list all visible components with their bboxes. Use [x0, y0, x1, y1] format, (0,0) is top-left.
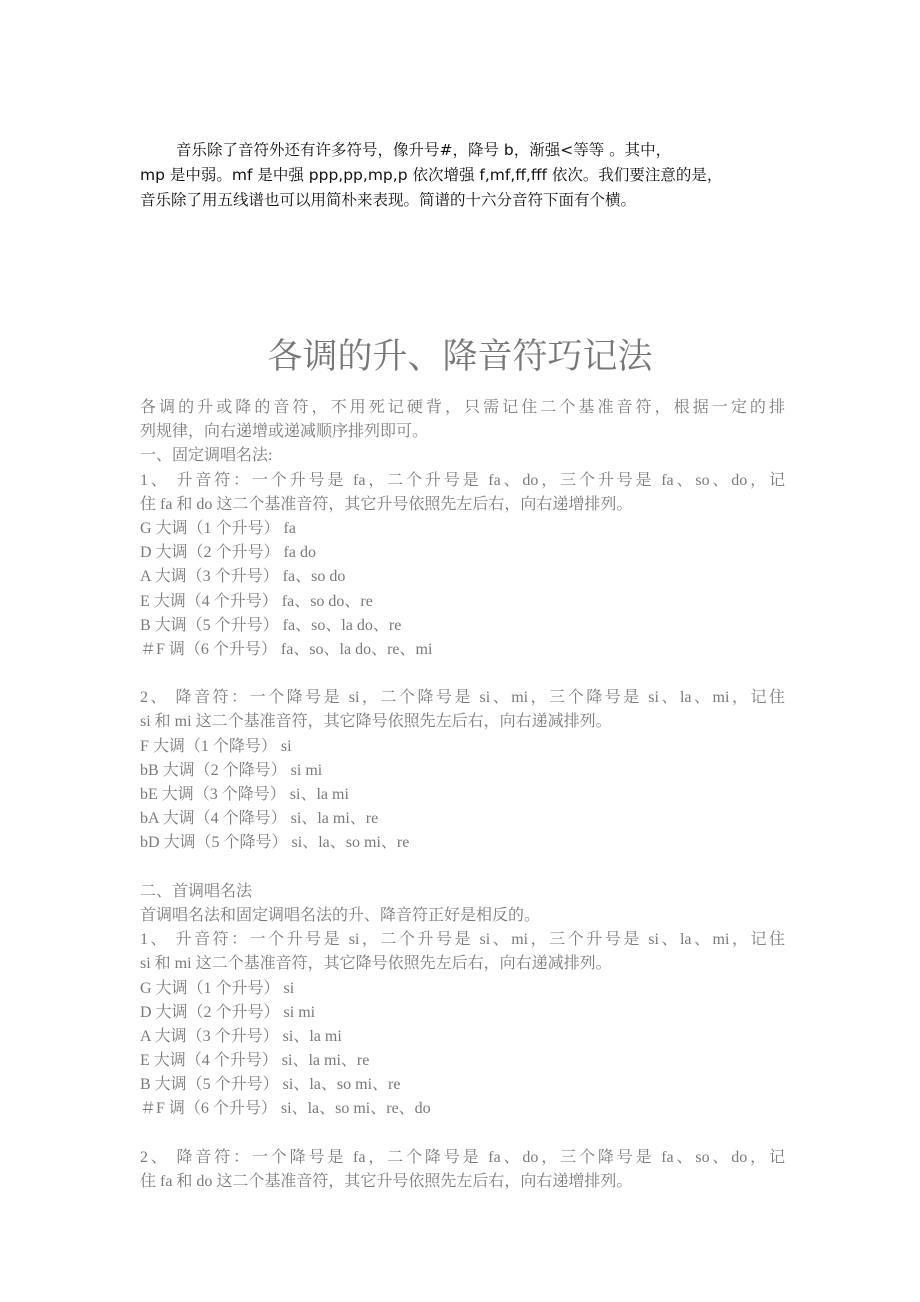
key-line: A 大调（3 个升号） fa、so do: [140, 568, 346, 586]
key-line: D 大调（2 个升号） si mi: [140, 1003, 316, 1021]
key-line: bD 大调（5 个降号） si、la、so mi、re: [140, 834, 410, 852]
key-line: ＃F 调（6 个升号） si、la、so mi、re、do: [140, 1100, 431, 1118]
rule-line: 1、 升音符：一个升号是 si，二个升号是 si、mi，三个升号是 si、la、mi，记住: [140, 931, 785, 949]
rule-line: 1、 升音符：一个升号是 fa，二个升号是 fa、do，三个升号是 fa、so、do，记: [140, 471, 785, 489]
body-intro-line: 各调的升或降的音符，不用死记硬背，只需记住二个基准音符，根据一定的排: [140, 399, 785, 416]
key-line: B 大调（5 个升号） si、la、so mi、re: [140, 1076, 401, 1094]
rule-line: 住 fa 和 do 这二个基准音符，其它升号依照先左后右，向右递增排列。: [140, 1173, 633, 1190]
rule-line: 2、 降音符：一个降号是 fa，二个降号是 fa、do，三个降号是 fa、so、do，记: [140, 1148, 785, 1166]
rule-line: 2、 降音符：一个降号是 si，二个降号是 si、mi，三个降号是 si、la、mi，记住: [140, 689, 785, 707]
key-line: D 大调（2 个升号） fa do: [140, 544, 316, 562]
key-line: G 大调（1 个升号） fa: [140, 519, 296, 537]
rule-line: si 和 mi 这二个基准音符，其它降号依照先左后右，向右递减排列。: [140, 713, 612, 731]
key-line: G 大调（1 个升号） si: [140, 979, 295, 997]
page-title: 各调的升、降音符巧记法: [267, 337, 653, 377]
blank-line: [140, 662, 785, 686]
section-heading: 二、首调唱名法: [140, 882, 253, 900]
intro-line: 音乐除了音符外还有许多符号，像升号#，降号 b，渐强<等等 。其中，: [176, 141, 672, 159]
rule-line: 住 fa 和 do 这二个基准音符，其它升号依照先左后右，向右递增排列。: [140, 495, 633, 513]
rule-line: si 和 mi 这二个基准音符，其它降号依照先左后右，向右递减排列。: [140, 955, 612, 973]
key-line: B 大调（5 个升号） fa、so、la do、re: [140, 616, 402, 634]
intro-paragraph: [140, 138, 785, 213]
intro-line: mp 是中弱。mf 是中强 ppp,pp,mp,p 依次增强 f,mf,ff,fff 依次。我们要注意的是，: [140, 166, 723, 184]
article-body: [140, 396, 785, 1194]
intro-line: 音乐除了用五线谱也可以用简朴来表现。简谱的十六分音符下面有个横。: [140, 191, 637, 209]
key-line: bE 大调（3 个降号） si、la mi: [140, 786, 349, 803]
key-line: A 大调（3 个升号） si、la mi: [140, 1027, 342, 1045]
body-intro-line: 列规律，向右递增或递减顺序排列即可。: [140, 423, 429, 441]
key-line: bB 大调（2 个降号） si mi: [140, 761, 323, 779]
key-line: F 大调（1 个降号） si: [140, 737, 292, 755]
key-line: E 大调（4 个升号） fa、so do、re: [140, 592, 373, 610]
key-line: bA 大调（4 个降号） si、la mi、re: [140, 810, 379, 828]
blank-line: [140, 1122, 785, 1146]
blank-line: [140, 856, 785, 880]
section-note: 首调唱名法和固定调唱名法的升、降音符正好是相反的。: [140, 906, 541, 924]
section-heading: 一、固定调唱名法:: [140, 447, 273, 465]
key-line: E 大调（4 个升号） si、la mi、re: [140, 1052, 370, 1070]
key-line: ＃F 调（6 个升号） fa、so、la do、re、mi: [140, 640, 433, 658]
